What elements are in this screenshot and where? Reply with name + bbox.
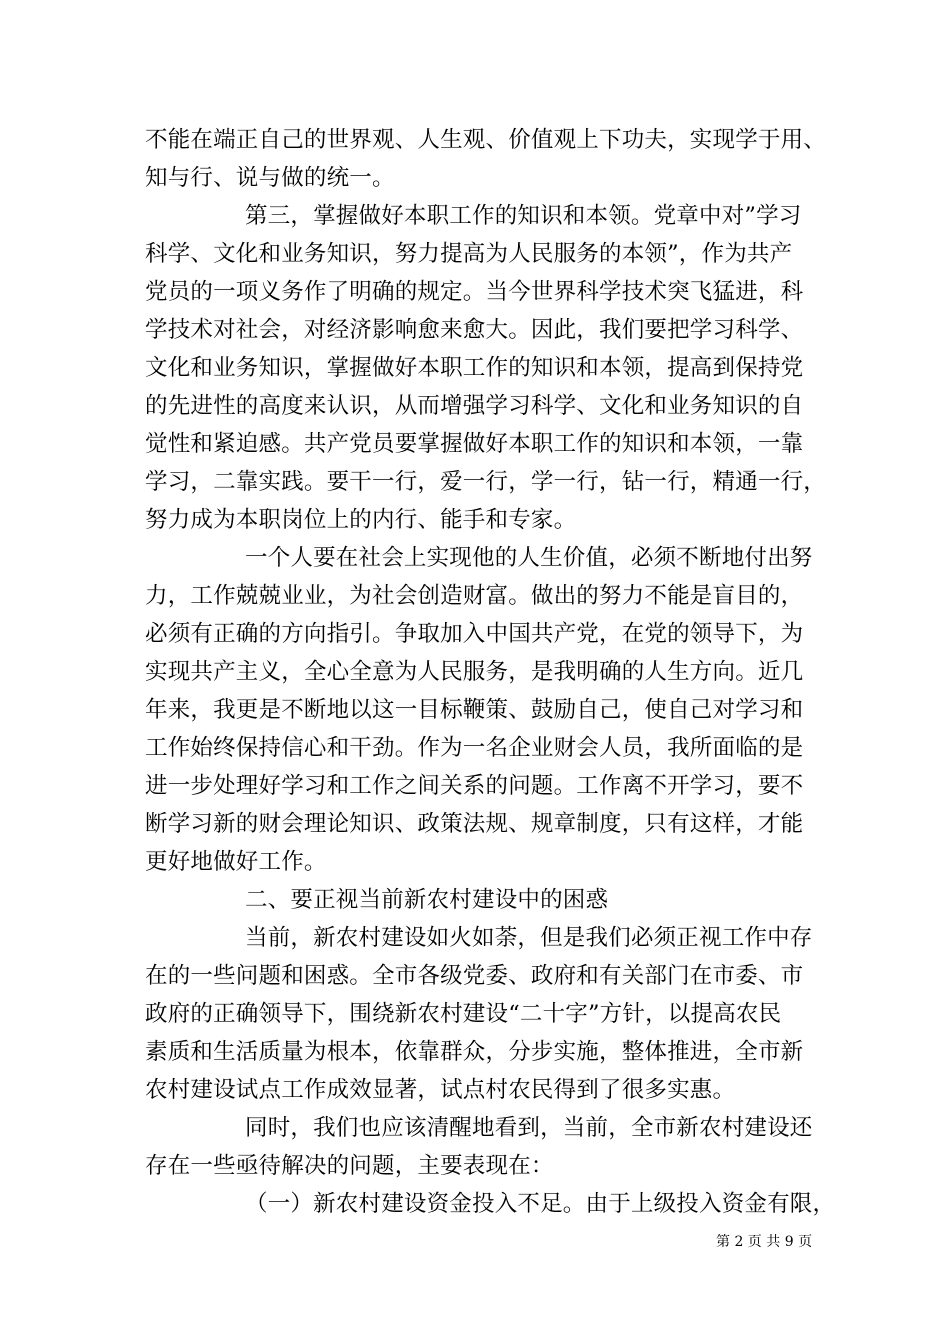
text-line: 政府的正确领导下，围绕新农村建设“二十字”方针，以提高农民 [145, 1001, 782, 1027]
text-line: 更好地做好工作。 [145, 849, 327, 875]
text-line: 农村建设试点工作成效显著，试点村农民得到了很多实惠。 [145, 1077, 736, 1103]
paragraph-start-line: 同时，我们也应该清醒地看到，当前，全市新农村建设还 [245, 1115, 813, 1141]
text-line: 实现共产主义，全心全意为人民服务，是我明确的人生方向。近几 [145, 659, 804, 685]
text-line: 文化和业务知识，掌握做好本职工作的知识和本领，提高到保持党 [145, 355, 804, 381]
text-line: 工作始终保持信心和干劲。作为一名企业财会人员，我所面临的是 [145, 735, 804, 761]
text-line: 力，工作兢兢业业，为社会创造财富。做出的努力不能是盲目的， [145, 583, 804, 609]
text-line: 党员的一项义务作了明确的规定。当今世界科学技术突飞猛进，科 [145, 279, 804, 305]
text-line: 学技术对社会，对经济影响愈来愈大。因此，我们要把学习科学、 [145, 317, 804, 343]
text-line: 不能在端正自己的世界观、人生观、价值观上下功夫，实现学于用、 [145, 127, 827, 153]
text-line: 科学、文化和业务知识，努力提高为人民服务的本领”，作为共产 [145, 241, 793, 267]
paragraph-start-line: 一个人要在社会上实现他的人生价值，必须不断地付出努 [245, 545, 813, 571]
paragraph-start-line: 第三，掌握做好本职工作的知识和本领。党章中对”学习 [245, 203, 802, 229]
text-line: 素质和生活质量为根本，依靠群众，分步实施，整体推进，全市新 [145, 1039, 804, 1065]
text-line: 努力成为本职岗位上的内行、能手和专家。 [145, 507, 577, 533]
section-heading: 二、要正视当前新农村建设中的困惑 [245, 887, 609, 913]
text-line: 的先进性的高度来认识，从而增强学习科学、文化和业务知识的自 [145, 393, 804, 419]
page-number-footer: 第 2 页 共 9 页 [716, 1234, 813, 1250]
paragraph-start-line: （一）新农村建设资金投入不足。由于上级投入资金有限， [245, 1191, 836, 1217]
text-line: 存在一些亟待解决的问题，主要表现在： [145, 1153, 554, 1179]
text-line: 断学习新的财会理论知识、政策法规、规章制度，只有这样，才能 [145, 811, 804, 837]
paragraph-start-line: 当前，新农村建设如火如荼，但是我们必须正视工作中存 [245, 925, 813, 951]
text-line: 年来，我更是不断地以这一目标鞭策、鼓励自己，使自己对学习和 [145, 697, 804, 723]
text-line: 在的一些问题和困惑。全市各级党委、政府和有关部门在市委、市 [145, 963, 804, 989]
text-line: 学习，二靠实践。要干一行，爱一行，学一行，钻一行，精通一行， [145, 469, 827, 495]
text-line: 知与行、说与做的统一。 [145, 165, 395, 191]
text-line: 必须有正确的方向指引。争取加入中国共产党，在党的领导下，为 [145, 621, 804, 647]
text-line: 进一步处理好学习和工作之间关系的问题。工作离不开学习，要不 [145, 773, 804, 799]
text-line: 觉性和紧迫感。共产党员要掌握做好本职工作的知识和本领，一靠 [145, 431, 804, 457]
